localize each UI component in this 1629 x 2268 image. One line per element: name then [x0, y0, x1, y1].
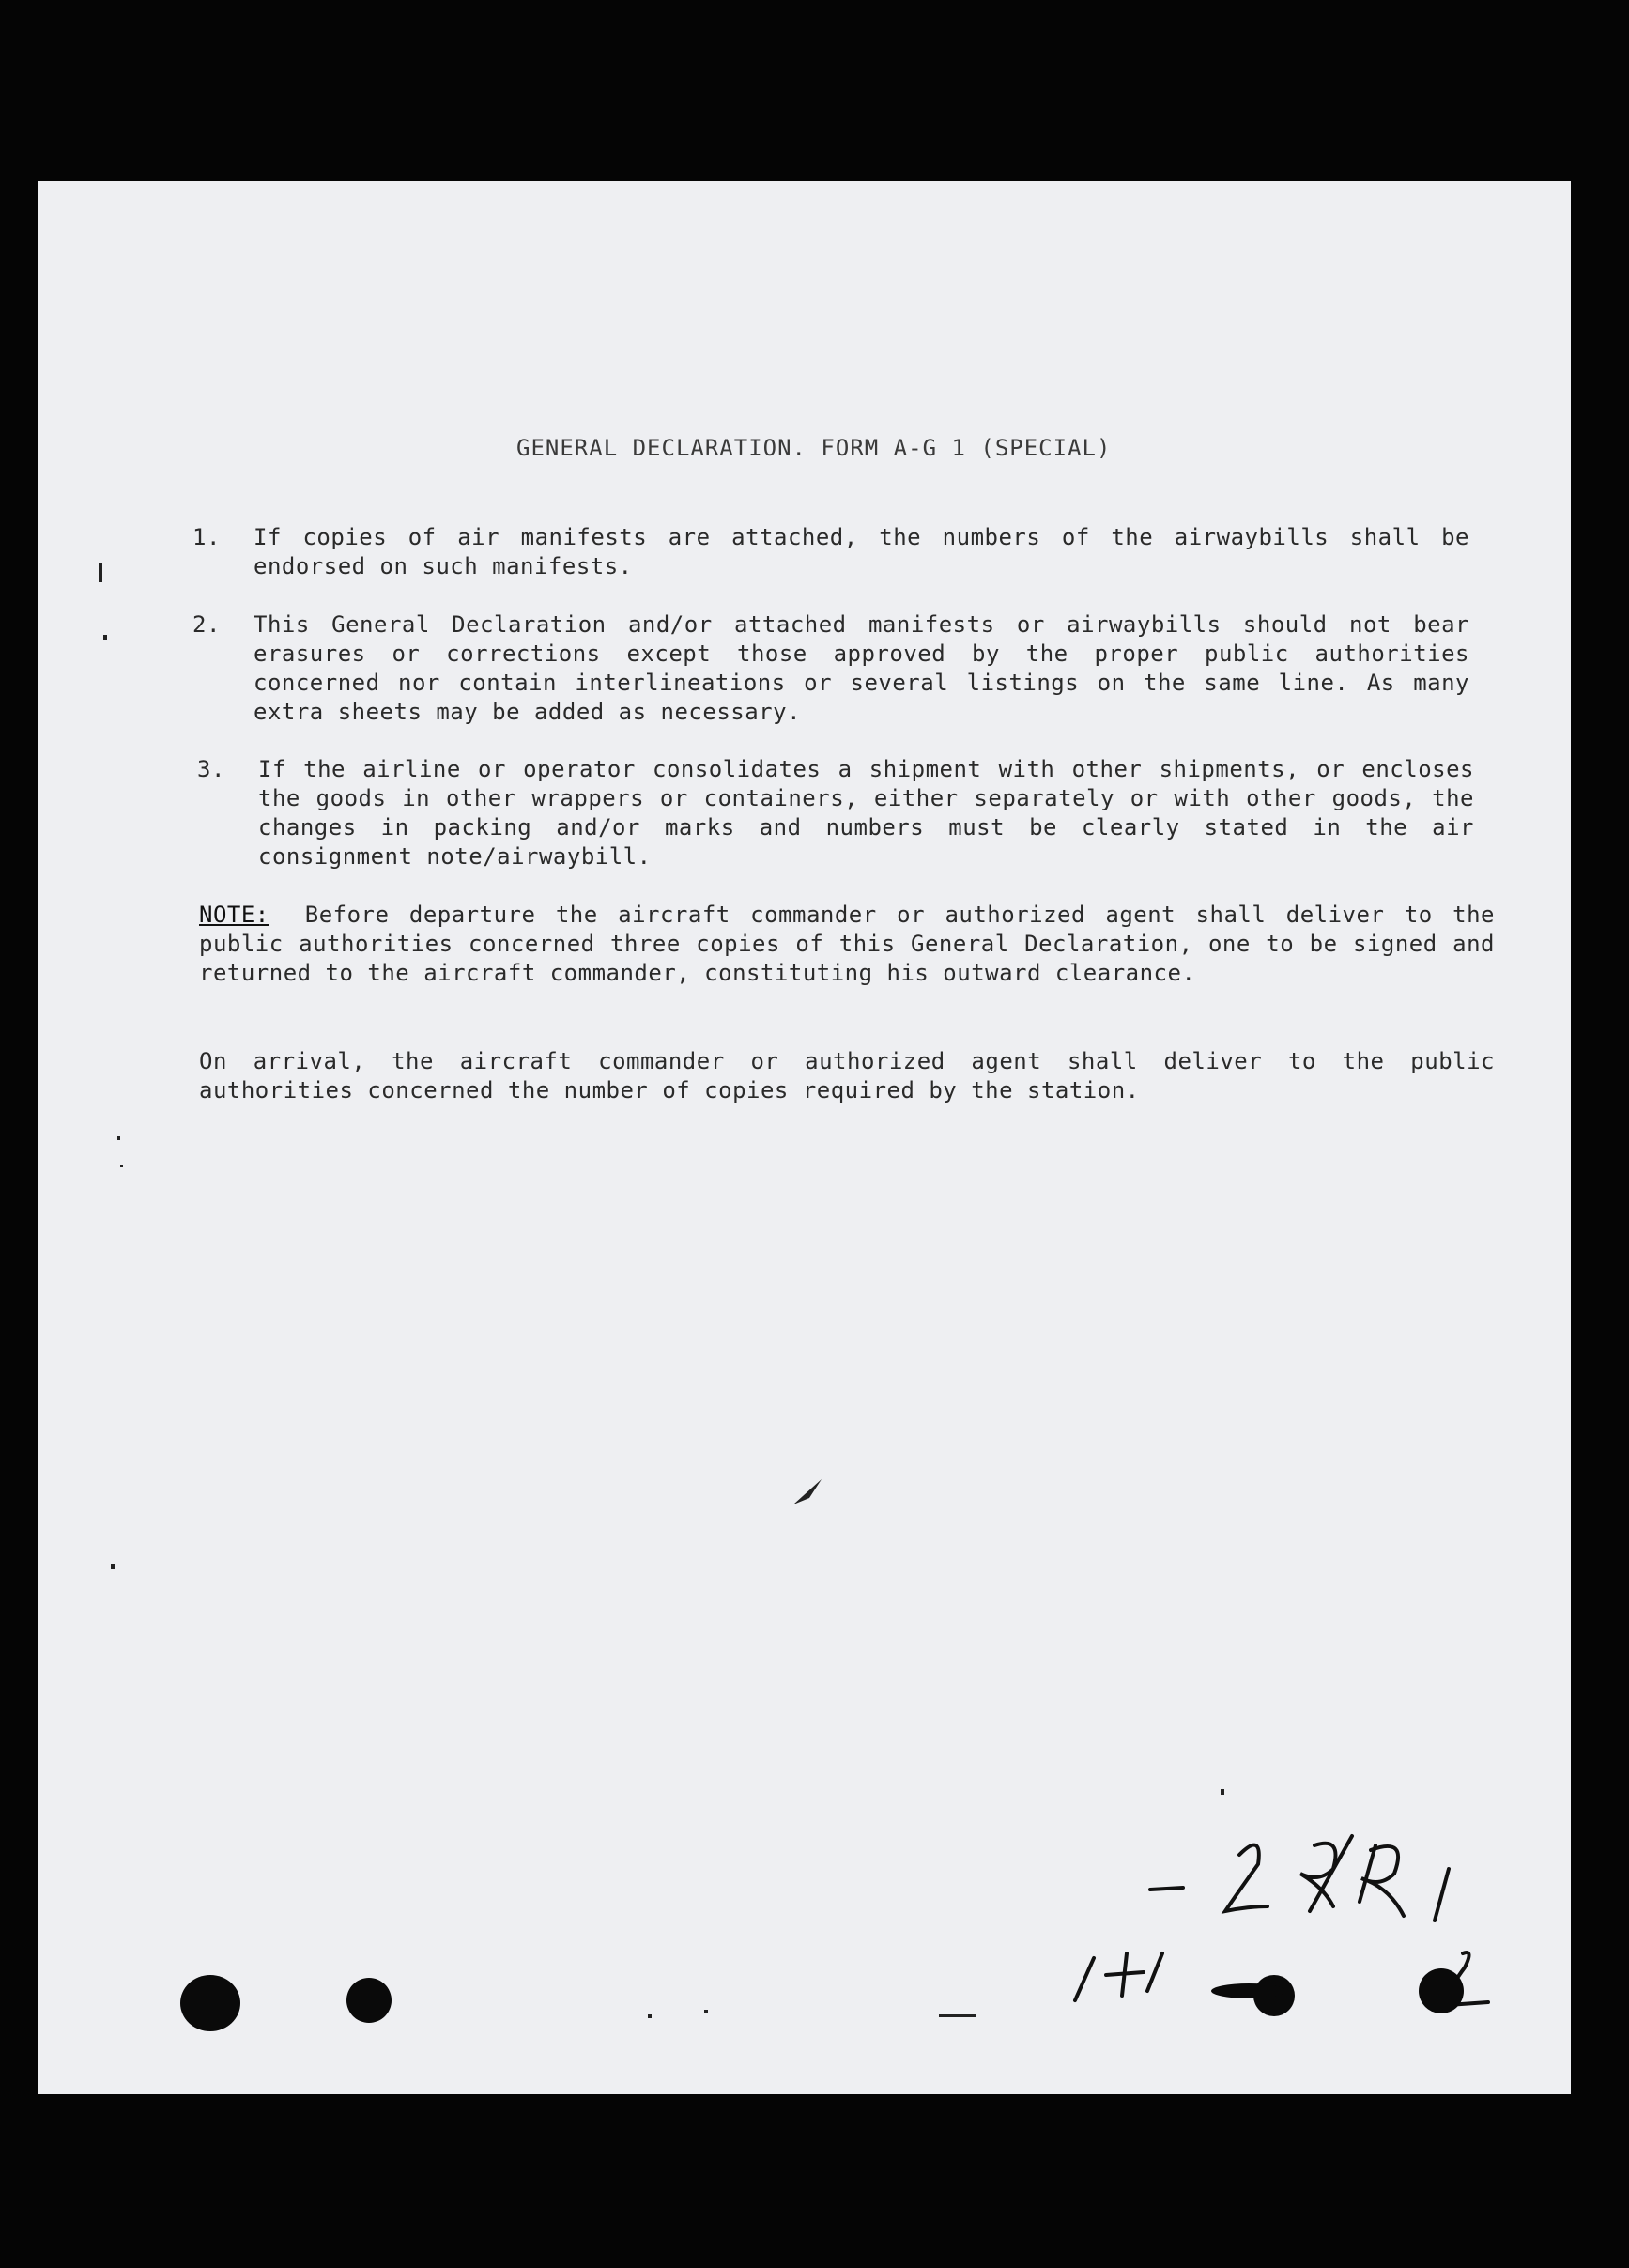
item-number: 3.: [197, 756, 225, 782]
item-text: If the airline or operator consolidates a shipment with other shipments, or encloses the goods in other wrappers or containers, either separately or with other goods, the changes in packing and/or marks and numbers must be clearly stated in the air consignment note/airwaybill.: [258, 756, 1474, 870]
note-paragraph: [199, 901, 1495, 988]
item-text: If copies of air manifests are attached, the numbers of the airwaybills shall be endorsed on such manifests.: [254, 524, 1469, 579]
instruction-item-3: [197, 755, 1507, 872]
document-title: GENERAL DECLARATION. FORM A-G 1 (SPECIAL): [516, 435, 1112, 461]
instruction-item-2: [192, 610, 1502, 727]
arrival-paragraph: On arrival, the aircraft commander or authorized agent shall deliver to the public authorities concerned the number of copies required by the station.: [199, 1048, 1495, 1103]
document-sheet: [38, 181, 1571, 2094]
item-number: 1.: [192, 524, 221, 550]
note-label: NOTE:: [199, 902, 269, 928]
item-text: This General Declaration and/or attached manifests or airwaybills should not bear erasures or corrections except those approved by the proper public authorities concerned nor contain interlineations or several listings on the same line. As many extra sheets may be added as necessary.: [254, 611, 1469, 725]
instruction-item-1: [192, 523, 1502, 581]
note-text: Before departure the aircraft commander or authorized agent shall deliver to the public authorities concerned three copies of this General Declaration, one to be signed and returned to the aircraft commander, constituting his outward clearance.: [199, 902, 1495, 986]
item-number: 2.: [192, 611, 221, 638]
